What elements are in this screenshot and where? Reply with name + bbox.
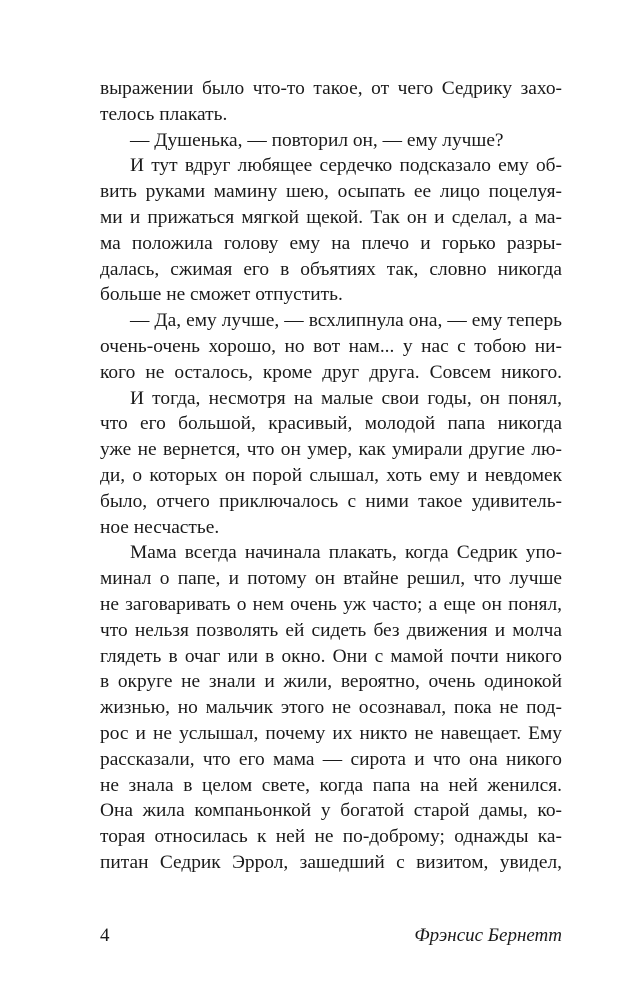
text-line: глядеть в очаг или в окно. Они с мамой почти никого [100, 645, 562, 667]
text-line: ма положила голову ему на плечо и горько разры- [100, 232, 562, 254]
running-author: Фрэнсис Бернетт [414, 925, 562, 946]
text-line: жизнью, но мальчик этого не осознавал, пока не под- [100, 697, 562, 719]
text-line: что его большой, красивый, молодой папа никогда [100, 413, 562, 435]
text-line: торая относилась к ней не по-доброму; однажды ка- [100, 826, 562, 848]
text-line: было, отчего приключалось с ними такое удивитель- [100, 490, 562, 512]
text-line: очень-очень хорошо, но вот нам... у нас с тобою ни- [100, 335, 562, 357]
text-line: ное несчастье. [100, 516, 220, 538]
text-line: — Душенька, — повторил он, — ему лучше? [130, 129, 504, 151]
text-line: Мама всегда начинала плакать, когда Седрик упо- [130, 542, 562, 564]
text-line: не заговаривать о нем очень уж часто; а еще он понял, [100, 593, 562, 615]
text-line: И тогда, несмотря на малые свои годы, он понял, [130, 387, 562, 409]
page-number: 4 [100, 925, 110, 946]
text-line: больше не сможет отпустить. [100, 284, 343, 306]
text-line: вить руками мамину шею, осыпать ее лицо поцелуя- [100, 181, 562, 203]
text-line: питан Седрик Эррол, зашедший с визитом, увидел, [100, 851, 562, 873]
text-line: Она жила компаньонкой у богатой старой дамы, ко- [100, 800, 562, 822]
text-line: что нельзя позволять ей сидеть без движения и молча [100, 619, 562, 641]
text-line: далась, сжимая его в объятиях так, словно никогда [100, 258, 562, 280]
page-body [100, 76, 562, 876]
text-line: ми и прижаться мягкой щекой. Так он и сделал, а ма- [100, 206, 562, 228]
text-line: рос и не услышал, почему их никто не навещает. Ему [100, 722, 562, 744]
page-footer [100, 923, 562, 949]
text-line: рассказали, что его мама — сирота и что она никого [100, 748, 562, 770]
text-line: в округе не знали и жили, вероятно, очень одинокой [100, 671, 562, 693]
text-line: — Да, ему лучше, — всхлипнула она, — ему теперь [130, 310, 562, 332]
text-line: И тут вдруг любящее сердечко подсказало ему об- [130, 155, 562, 177]
text-line: минал о папе, и потому он втайне решил, что лучше [100, 568, 562, 590]
text-line: не знала в целом свете, когда папа на ней женился. [100, 774, 562, 796]
text-line: ди, о которых он порой слышал, хоть ему и невдомек [100, 464, 562, 486]
text-line: кого не осталось, кроме друг друга. Совсем никого. [100, 361, 562, 383]
text-line: выражении было что-то такое, от чего Седрику захо- [100, 78, 562, 99]
text-line: телось плакать. [100, 103, 228, 125]
text-line: уже не вернется, что он умер, как умирали другие лю- [100, 439, 562, 461]
